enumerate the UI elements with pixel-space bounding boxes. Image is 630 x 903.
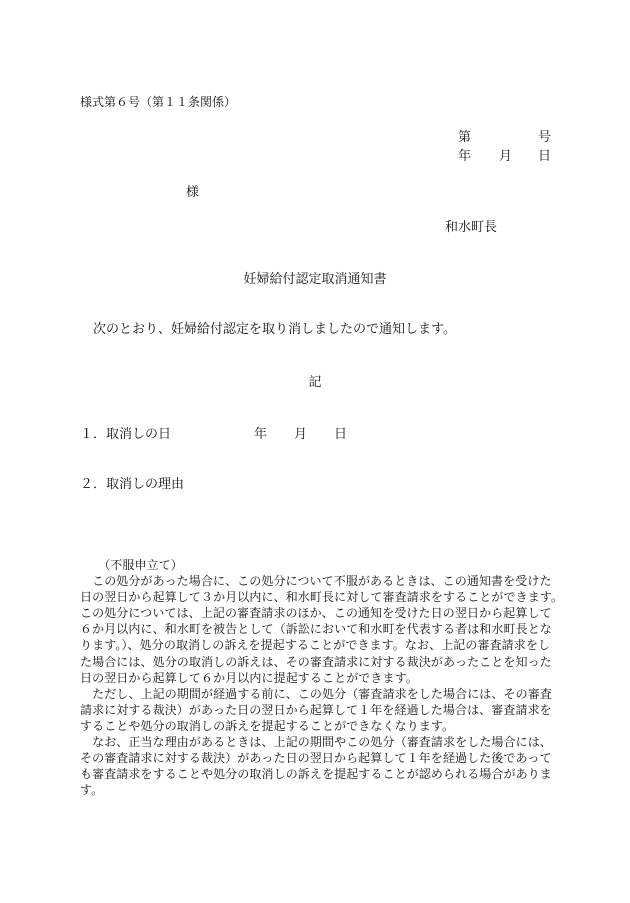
- document-number-prefix: 第: [458, 130, 472, 145]
- form-number: 様式第６号（第１１条関係）: [80, 95, 237, 109]
- appeal-line: その審査請求に対する裁決）があった日の翌日から起算して１年を経過した後であって: [80, 751, 552, 766]
- appeal-line: す。: [80, 783, 104, 798]
- appeal-line: ６か月以内に、和水町を被告として（訴訟において和水町を代表する者は和水町長とな: [80, 622, 552, 637]
- appeal-line: 日の翌日から起算して６か月以内に提起することができます。: [80, 670, 418, 685]
- item1-day-label: 日: [334, 427, 348, 442]
- appeal-line: 日の翌日から起算して３か月以内に、和水町長に対して審査請求をすることができます。: [80, 590, 564, 605]
- date-day-label: 日: [538, 149, 552, 164]
- date-month-label: 月: [499, 149, 513, 164]
- item1-month-label: 月: [294, 427, 308, 442]
- document-title: 妊婦給付認定取消通知書: [243, 272, 387, 287]
- item1-year-label: 年: [254, 427, 268, 442]
- appeal-line: この処分があった場合に、この処分について不服があるときは、この通知書を受けた: [80, 574, 552, 589]
- appeal-line: も審査請求をすることや処分の取消しの訴えを提起することが認められる場合がありま: [80, 767, 552, 782]
- issuer-name: 和水町長: [445, 220, 498, 235]
- appeal-line: することや処分の取消しの訴えを提起することができなくなります。: [80, 718, 455, 733]
- document-number-suffix: 号: [538, 130, 552, 145]
- appeal-line: ります。）、処分の取消しの訴えを提起することができます。なお、上記の審査請求をし: [80, 638, 551, 653]
- appeal-line: （不服申立て）: [80, 558, 183, 572]
- addressee-honorific: 様: [186, 185, 200, 200]
- item-cancellation-date-label: １．取消しの日: [80, 427, 172, 442]
- intro-text: 次のとおり、妊婦給付認定を取り消しましたので通知します。: [93, 322, 456, 337]
- appeal-line: た場合には、処分の取消しの訴えは、その審査請求に対する裁決があったことを知った: [80, 654, 552, 669]
- appeal-line: なお、正当な理由があるときは、上記の期間やこの処分（審査請求をした場合には、: [80, 735, 552, 750]
- appeal-line: この処分については、上記の審査請求のほか、この通知を受けた日の翌日から起算して: [80, 606, 552, 621]
- date-year-label: 年: [458, 149, 472, 164]
- appeal-line: 請求に対する裁決）があった日の翌日から起算して１年を経過した場合は、審査請求を: [80, 702, 552, 717]
- ki-heading: 記: [308, 375, 322, 390]
- appeal-line: ただし、上記の期間が経過する前に、この処分（審査請求をした場合には、その審査: [80, 686, 552, 701]
- appeal-notice: [80, 557, 564, 798]
- item-cancellation-reason-label: ２．取消しの理由: [80, 477, 185, 492]
